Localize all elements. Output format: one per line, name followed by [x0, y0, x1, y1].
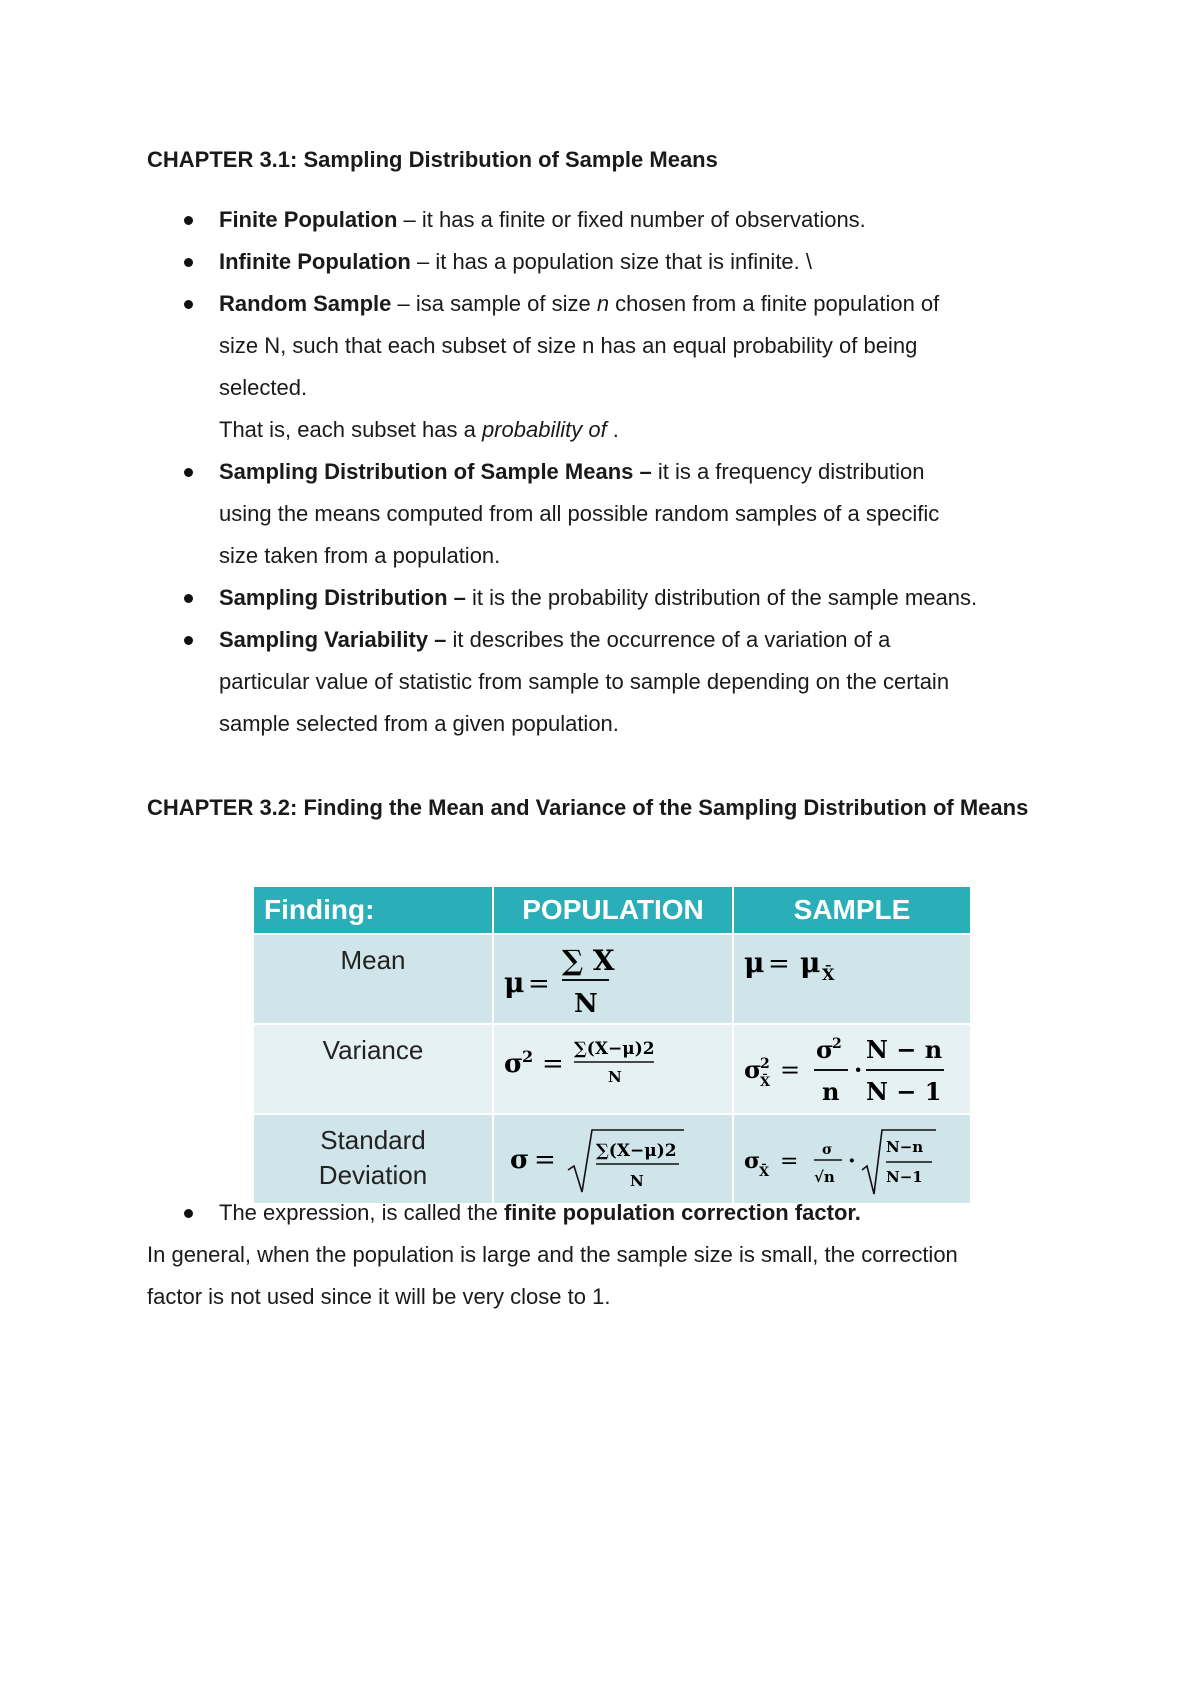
n-minus-1-denominator: N − 1: [866, 1077, 942, 1106]
list-item: [0, 199, 1059, 241]
bullet-icon: [184, 636, 193, 645]
table-row-mean: [253, 934, 971, 1024]
squared-exponent: 2: [522, 1047, 534, 1066]
row-label-variance: Variance: [253, 1024, 493, 1114]
list-item: Random Sample – isa sample of size n chosen from a finite population of size N, such that each subset of size n has an equal probability of being selected. That is, each subset has a probability of .: [0, 283, 1059, 451]
sqrt-radical: [568, 1130, 684, 1192]
sample-sd-formula: [733, 1114, 971, 1204]
header-population: POPULATION: [493, 886, 733, 934]
list-item: [0, 577, 1059, 619]
table-row-variance: [253, 1024, 971, 1114]
bullet-icon: [184, 1209, 193, 1218]
bullet-icon: [184, 258, 193, 267]
row-label-mean: Mean: [253, 934, 493, 1024]
sigma-symbol: σ: [510, 1145, 530, 1175]
sqrt-n-denominator: √n: [814, 1168, 835, 1186]
term: Random Sample: [219, 291, 392, 316]
sum-squared-dev-numerator: ∑(X−μ)2: [574, 1039, 655, 1059]
population-variance-svg: [504, 1030, 724, 1108]
list-item: The expression, is called the finite population correction factor.: [0, 1192, 1059, 1234]
population-sd-formula: [493, 1114, 733, 1204]
equals-sign: =: [780, 1056, 801, 1084]
sigma-numerator: σ: [816, 1035, 834, 1064]
term: Sampling Distribution of Sample Means –: [219, 459, 652, 484]
chapter-3-1-definitions: [0, 199, 1059, 745]
mu-symbol: μ: [744, 946, 765, 979]
sample-mean-formula: [733, 934, 971, 1024]
bullet-icon: [184, 300, 193, 309]
list-item: Sampling Variability – it describes the occurrence of a variation of a particular value of statistic from sample to sample depending on the certain sample selected from a given population.: [0, 619, 1059, 745]
chapter-3-2-heading: CHAPTER 3.2: Finding the Mean and Variance of the Sampling Distribution of Means: [147, 795, 1029, 820]
mu-symbol: μ: [504, 966, 525, 999]
equals-sign: =: [780, 1149, 799, 1174]
mu-symbol-2: μ: [800, 946, 821, 979]
definition: – it has a population size that is infinite. \: [410, 249, 812, 274]
header-sample: SAMPLE: [733, 886, 971, 934]
table-row-standard-deviation: [253, 1114, 971, 1204]
list-item: [0, 241, 1059, 283]
n-denominator: n: [822, 1077, 840, 1106]
row-label-standard-deviation: Standard Deviation: [253, 1114, 493, 1204]
n-minus-1-denominator: N−1: [886, 1168, 923, 1186]
table-header-row: [253, 886, 971, 934]
equals-sign: =: [534, 1145, 556, 1175]
sample-sd-svg: [744, 1120, 964, 1198]
equals-sign: =: [542, 1049, 564, 1079]
squared-exponent: 2: [760, 1056, 770, 1072]
multiply-dot: ·: [854, 1055, 863, 1084]
numerator-exponent: 2: [832, 1036, 842, 1052]
n-minus-n-numerator: N − n: [866, 1035, 943, 1064]
n-minus-n-numerator: N−n: [886, 1138, 924, 1156]
general-note-paragraph: In general, when the population is large and the sample size is small, the correction factor is not used since it will be very close to 1.: [147, 1242, 958, 1309]
bullet-icon: [184, 468, 193, 477]
equals-sign: =: [528, 969, 550, 999]
term: Sampling Variability –: [219, 627, 447, 652]
population-mean-svg: [504, 940, 704, 1018]
term: Finite Population: [219, 207, 398, 232]
sample-variance-formula: [733, 1024, 971, 1114]
list-item: Sampling Distribution of Sample Means – it is a frequency distribution using the means computed from all possible random samples of a specific size taken from a population.: [0, 451, 1059, 577]
sample-variance-svg: [744, 1030, 974, 1108]
sum-squared-dev-numerator: ∑(X−μ)2: [596, 1141, 677, 1161]
term: Sampling Distribution –: [219, 585, 466, 610]
bullet-icon: [184, 594, 193, 603]
population-mean-formula: [493, 934, 733, 1024]
n-denominator: N: [630, 1172, 644, 1190]
correction-factor-list: [0, 1192, 1059, 1234]
header-finding: Finding:: [253, 886, 493, 934]
formula-table: [252, 885, 972, 1205]
equals-sign: =: [768, 949, 790, 979]
population-sd-svg: [504, 1120, 724, 1198]
sigma-symbol: σ: [504, 1049, 524, 1079]
sample-mean-svg: [744, 940, 944, 1018]
sigma-symbol: σ: [744, 1055, 762, 1084]
n-denominator: N: [608, 1068, 622, 1086]
chapter-3-1-heading: CHAPTER 3.1: Sampling Distribution of Sample Means: [147, 147, 718, 172]
definition: – it has a finite or fixed number of observations.: [397, 207, 866, 232]
n-denominator: N: [574, 989, 598, 1019]
multiply-dot: ·: [848, 1148, 856, 1174]
xbar-subscript: X̄: [759, 1165, 770, 1180]
population-variance-formula: [493, 1024, 733, 1114]
correction-factor-term: finite population correction factor.: [503, 1200, 861, 1225]
term: Infinite Population: [219, 249, 411, 274]
sum-x-numerator: ∑ X: [562, 944, 615, 977]
xbar-subscript: X̄: [822, 965, 835, 984]
xbar-subscript: X̄: [760, 1075, 771, 1090]
sigma-symbol: σ: [744, 1148, 761, 1174]
definition: it is the probability distribution of the sample means.: [465, 585, 978, 610]
bullet-icon: [184, 216, 193, 225]
sigma-numerator: σ: [822, 1142, 833, 1158]
